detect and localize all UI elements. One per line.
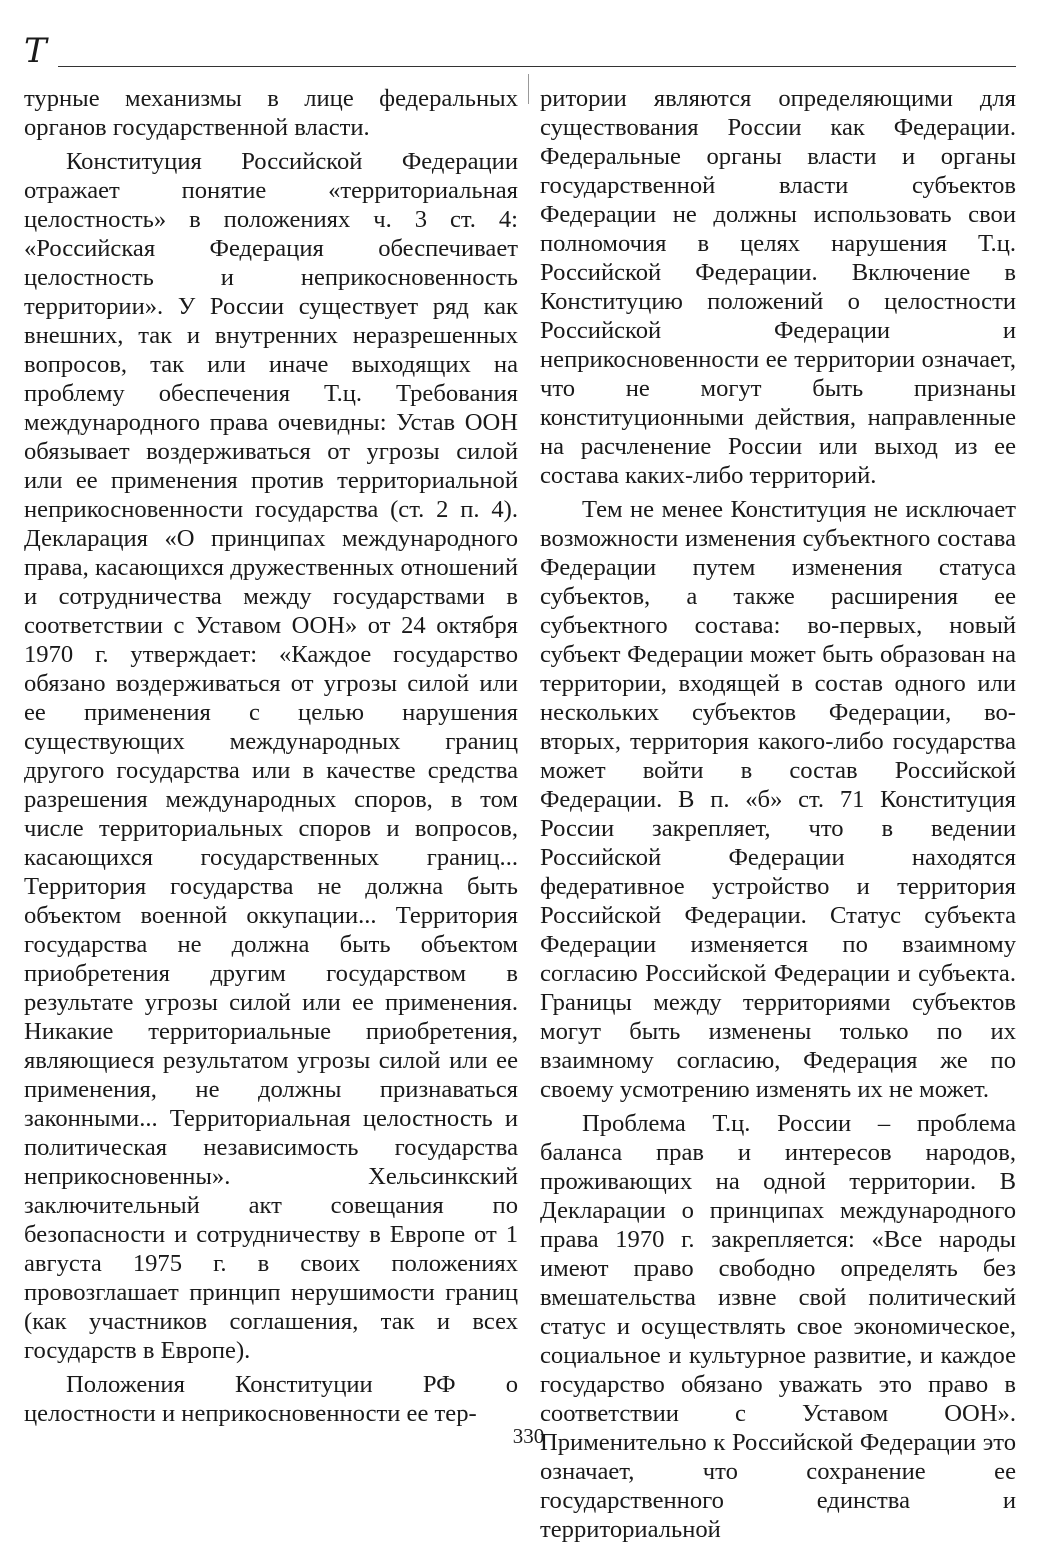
- paragraph: ритории являются определяющими для существования России как Федерации. Федеральные органы власти и органы государственной власти субъектов Федерации не должны использовать свои полномочия в целях нарушения Т.ц. Российской Федерации. Включение в Конституцию положений о целостности Российской Федерации и неприкосновенности ее территории означает, что не могут быть признаны конституционными действия, направленные на расчленение России или выход из ее состава каких-либо территорий.: [540, 85, 1016, 489]
- paragraph: Проблема Т.ц. России – проблема баланса прав и интересов народов, проживающих на одной территории. В Декларации о принципах международного права 1970 г. закрепляется: «Все народы имеют право свободно определять без вмешательства извне свой политический статус и осуществлять свое экономическое, социальное и культурное развитие, и каждое государство обязано уважать это право в соответствии с Уставом ООН». Применительно к Российской Федерации это означает, что сохранение ее государственного единства и территориальной: [540, 1110, 1016, 1543]
- header-rule: [58, 66, 1016, 67]
- left-column: [24, 84, 518, 1428]
- header-letter: Т: [24, 31, 47, 71]
- page-number: 330: [512, 1424, 545, 1448]
- right-column: [540, 84, 1016, 1544]
- paragraph: Положения Конституции РФ о целостности и неприкосновенности ее тер-: [24, 1371, 518, 1427]
- column-divider: [528, 74, 529, 104]
- paragraph: турные механизмы в лице федеральных органов государственной власти.: [24, 85, 518, 141]
- paragraph: Конституция Российской Федерации отражает понятие «территориальная целостность» в положениях ч. 3 ст. 4: «Российская Федерация обеспечивает целостность и неприкосновенность территории». У России существует ряд как внешних, так и внутренних неразрешенных вопросов, так или иначе выходящих на проблему обеспечения Т.ц. Требования международного права очевидны: Устав ООН обязывает воздерживаться от угрозы силой или ее применения против территориальной неприкосновенности государства (ст. 2 п. 4). Декларация «О принципах международного права, касающихся дружественных отношений и сотрудничества между государствами в соответствии с Уставом ООН» от 24 октября 1970 г. утверждает: «Каждое государство обязано воздерживаться от угрозы силой или ее применения с целью нарушения существующих международных границ другого государства или в качестве средства разрешения международных споров, в том числе территориальных споров и вопросов, касающихся государственных границ... Территория государства не должна быть объектом военной оккупации... Территория государства не должна быть объектом приобретения другим государством в результате угрозы силой или ее применения. Никакие территориальные приобретения, являющиеся результатом угрозы силой или ее применения, не должны признаваться законными... Территориальная целостность и политическая независимость государства неприкосновенны». Хельсинкский заключительный акт совещания по безопасности и сотрудничеству в Европе от 1 августа 1975 г. в своих положениях провозглашает принцип нерушимости границ (как участников соглашения, так и всех государств в Европе).: [24, 148, 518, 1364]
- running-header: [24, 31, 1016, 71]
- paragraph: Тем не менее Конституция не исключает возможности изменения субъектного состава Федерации путем изменения статуса субъектов, а также расширения ее субъектного состава: во-первых, новый субъект Федерации может быть образован на территории, входящей в состав одного или нескольких субъектов Федерации, во-вторых, территория какого-либо государства может войти в состав Российской Федерации. В п. «б» ст. 71 Конституция России закрепляет, что в ведении Российской Федерации находятся федеративное устройство и территория Российской Федерации. Статус субъекта Федерации изменяется по взаимному согласию Российской Федерации и субъекта. Границы между территориями субъектов могут быть изменены только по их взаимному согласию, Федерация же по своему усмотрению изменять их не может.: [540, 496, 1016, 1103]
